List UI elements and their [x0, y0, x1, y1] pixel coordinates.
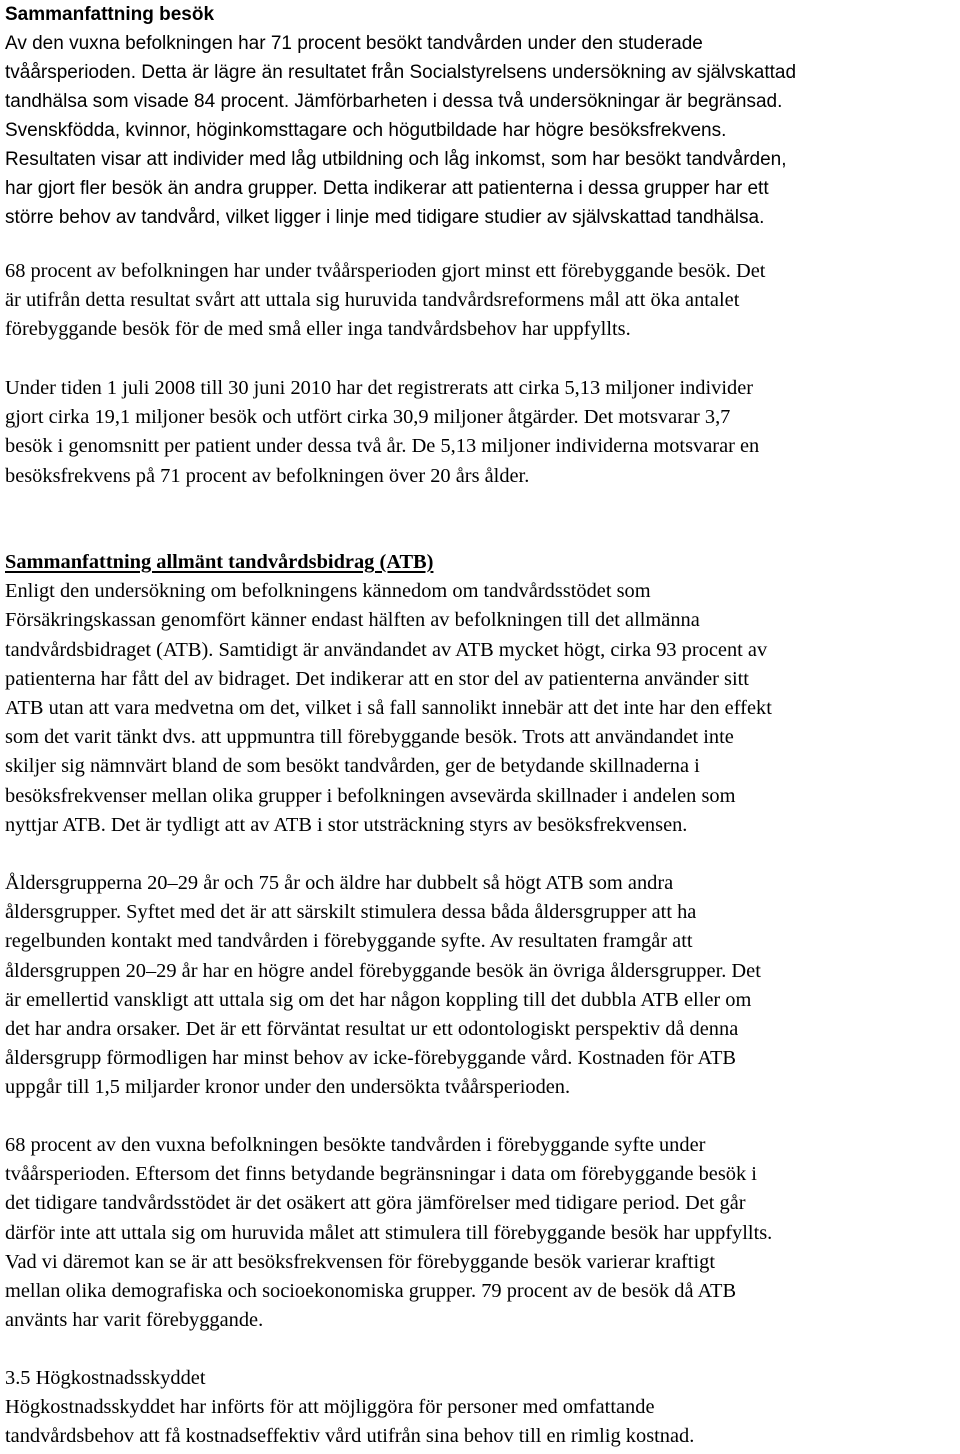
text-line: åldersgrupper. Syftet med det är att särskilt stimulera dessa båda åldersgrupper att ha [5, 901, 697, 924]
text-line: Åldersgrupperna 20–29 år och 75 år och äldre har dubbelt så högt ATB som andra [5, 872, 674, 894]
section-heading: Sammanfattning allmänt tandvårdsbidrag (ATB) [5, 551, 434, 573]
text-line: gjort cirka 19,1 miljoner besök och utfört cirka 30,9 miljoner åtgärder. Det motsvarar 3,7 [5, 406, 731, 429]
text-line: 68 procent av den vuxna befolkningen besökte tandvården i förebyggande syfte under [5, 1134, 706, 1156]
text-line: tandvårdsbehov att få kostnadseffektiv vård utifrån sina behov till en rimlig kostnad. [5, 1425, 695, 1448]
text-line: det har andra orsaker. Det är ett förväntat resultat ur ett odontologiskt perspektiv då denna [5, 1018, 739, 1041]
text-line: är utifrån detta resultat svårt att uttala sig huruvida tandvårdsreformens mål att öka antalet [5, 289, 740, 312]
text-line: ATB utan att vara medvetna om det, vilket i så fall sannolikt innebär att det inte har den effekt [5, 697, 772, 720]
text-line: åldersgrupp förmodligen har minst behov av icke-förebyggande vård. Kostnaden för ATB [5, 1047, 737, 1070]
text-line: är emellertid vanskligt att uttala sig om det har någon koppling till det dubbla ATB eller om [5, 988, 752, 1011]
text-line: tandhälsa som visade 84 procent. Jämförbarheten i dessa två undersökningar är begränsad. [5, 91, 783, 112]
text-line: som det varit tänkt dvs. att uppmuntra till förebyggande besök. Trots att användandet inte [5, 726, 734, 749]
section-heading: 3.5 Högkostnadsskyddet [5, 1367, 206, 1389]
text-line: Högkostnadsskyddet har införts för att möjliggöra för personer med omfattande [5, 1396, 655, 1419]
text-line: tandvårdsbidraget (ATB). Samtidigt är användandet av ATB mycket högt, cirka 93 procent av [5, 638, 768, 661]
text-line: åldersgruppen 20–29 år har en högre andel förebyggande besök än övriga åldersgrupper. Det [5, 959, 761, 982]
text-line: tvåårsperioden. Eftersom det finns betydande begränsningar i data om förebyggande besök i [5, 1163, 757, 1186]
text-line: därför inte att uttala sig om huruvida målet att stimulera till förebyggande besök har uppfyllts. [5, 1221, 773, 1244]
text-line: nyttjar ATB. Det är tydligt att av ATB i stor utsträckning styrs av besöksfrekvensen. [5, 813, 688, 836]
text-line: 68 procent av befolkningen har under tvåårsperioden gjort minst ett förebyggande besök. Det [5, 260, 766, 282]
paragraph [5, 577, 958, 840]
paragraph [5, 869, 958, 1103]
paragraph [5, 374, 958, 491]
text-line: tvåårsperioden. Detta är lägre än resultatet från Socialstyrelsens undersökning av självskattad [5, 62, 797, 83]
paragraph [5, 29, 958, 232]
text-line: uppgår till 1,5 miljarder kronor under den undersökta tvåårsperioden. [5, 1076, 571, 1099]
text-line: har gjort fler besök än andra grupper. Detta indikerar att patienterna i dessa grupper har ett [5, 178, 769, 199]
text-line: förebyggande besök för de med små eller inga tandvårdsbehov har uppfyllts. [5, 318, 631, 341]
section-summary-atb [5, 548, 958, 840]
text-line: besök i genomsnitt per patient under dessa två år. De 5,13 miljoner individerna motsvarar en [5, 435, 760, 458]
paragraph [5, 257, 958, 345]
text-line: Av den vuxna befolkningen har 71 procent besökt tandvården under den studerade [5, 33, 703, 54]
text-line: besöksfrekvens på 71 procent av befolkningen över 20 års ålder. [5, 464, 530, 487]
section-heading: Sammanfattning besök [5, 4, 215, 25]
section-high-cost-protection [5, 1364, 958, 1452]
text-line: besöksfrekvenser mellan olika grupper i befolkningen avsevärda skillnader i andelen som [5, 784, 736, 807]
text-line: Försäkringskassan genomfört känner endast hälften av befolkningen till det allmänna [5, 609, 700, 632]
text-line: mellan olika demografiska och socioekonomiska grupper. 79 procent av de besök då ATB [5, 1280, 737, 1303]
paragraph [5, 1131, 958, 1335]
paragraph [5, 1393, 958, 1451]
text-line: det tidigare tandvårdsstödet är det osäkert att göra jämförelser med tidigare period. Det går [5, 1192, 746, 1215]
text-line: använts har varit förebyggande. [5, 1309, 264, 1332]
text-line: Svenskfödda, kvinnor, höginkomsttagare och högutbildade har högre besöksfrekvens. [5, 120, 727, 141]
text-line: Vad vi däremot kan se är att besöksfrekvensen för förebyggande besök varierar kraftigt [5, 1250, 715, 1273]
text-line: Resultaten visar att individer med låg utbildning och låg inkomst, som har besökt tandvården, [5, 149, 787, 170]
text-line: Enligt den undersökning om befolkningens kännedom om tandvårdsstödet som [5, 580, 651, 603]
text-line: Under tiden 1 juli 2008 till 30 juni 2010 har det registrerats att cirka 5,13 miljoner individer [5, 377, 754, 399]
text-line: skiljer sig nämnvärt bland de som besökt tandvården, ger de betydande skillnaderna i [5, 755, 700, 778]
text-line: större behov av tandvård, vilket ligger i linje med tidigare studier av självskattad tandhälsa. [5, 207, 765, 228]
text-line: patienterna har fått del av bidraget. Det indikerar att en stor del av patienterna använder sitt [5, 667, 749, 690]
text-line: regelbunden kontakt med tandvården i förebyggande syfte. Av resultaten framgår att [5, 930, 693, 953]
section-summary-visits [5, 0, 958, 232]
